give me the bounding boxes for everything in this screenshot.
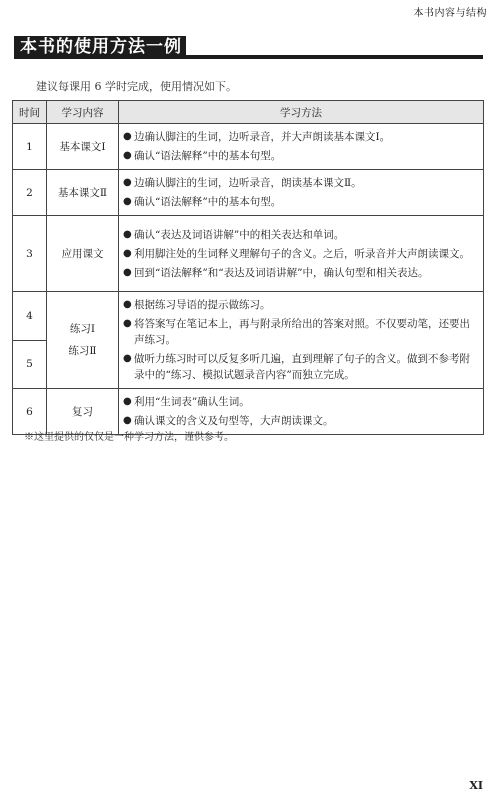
- row-methods: [119, 216, 484, 292]
- row-num: 4: [13, 292, 47, 341]
- bullet-icon: ●: [123, 353, 132, 364]
- row-methods: [119, 292, 484, 389]
- bullet-icon: ●: [123, 415, 132, 426]
- method-item: ● 边确认脚注的生词，边听录音，并大声朗读基本课文Ⅰ。: [123, 131, 391, 143]
- method-item: ● 确认课文的含义及句型等，大声朗读课文。: [123, 415, 334, 427]
- row-num: 3: [13, 216, 47, 292]
- method-item: ● 边确认脚注的生词，边听录音，朗读基本课文Ⅱ。: [123, 177, 362, 189]
- bullet-icon: ●: [123, 177, 132, 188]
- page-number: XI: [469, 779, 483, 792]
- header-content: 学习内容: [47, 101, 119, 124]
- bullet-icon: ●: [123, 318, 132, 329]
- header-time: 时间: [13, 101, 47, 124]
- footnote: ※这里提供的仅仅是一种学习方法，谨供参考。: [24, 432, 234, 443]
- bullet-icon: ●: [123, 196, 132, 207]
- method-item: ● 根据练习导语的提示做练习。: [123, 299, 271, 311]
- row-content: 复习: [47, 389, 119, 435]
- row-content: 基本课文Ⅱ: [47, 170, 119, 216]
- content-line: 练习Ⅱ: [68, 345, 97, 357]
- bullet-icon: ●: [123, 131, 132, 142]
- bullet-icon: ●: [123, 228, 132, 240]
- table-row: [13, 216, 484, 292]
- content-line: 练习Ⅰ: [69, 323, 96, 335]
- study-plan-table: [12, 100, 484, 435]
- table-row: [13, 292, 484, 341]
- bullet-icon: ●: [123, 247, 132, 259]
- bullet-icon: ●: [123, 150, 132, 161]
- row-num: 6: [13, 389, 47, 435]
- method-item: ● 将答案写在笔记本上，再与附录所给出的答案对照。不仅要动笔，还要出声练习。: [123, 318, 470, 346]
- method-item: ● 确认“语法解释”中的基本句型。: [123, 150, 282, 162]
- method-item: ● 做听力练习时可以反复多听几遍，直到理解了句子的含义。做到不参考附录中的“练习、模拟试题录音内容”而独立完成。: [123, 353, 470, 381]
- section-title: 本书的使用方法一例: [14, 36, 186, 59]
- bullet-icon: ●: [123, 299, 132, 310]
- method-item: ● 确认“语法解释”中的基本句型。: [123, 196, 282, 208]
- header-method: 学习方法: [119, 101, 484, 124]
- bullet-icon: ●: [123, 396, 132, 407]
- row-content: 基本课文Ⅰ: [47, 124, 119, 170]
- method-item: ● 利用脚注处的生词释义理解句子的含义。之后，听录音并大声朗读课文。: [123, 247, 470, 260]
- row-num: 1: [13, 124, 47, 170]
- method-item: ● 确认“表达及词语讲解”中的相关表达和单词。: [123, 228, 345, 241]
- table-row: [13, 124, 484, 170]
- row-num: 5: [13, 340, 47, 389]
- method-item: ● 回到“语法解释”和“表达及词语讲解”中，确认句型和相关表达。: [123, 266, 429, 279]
- chapter-header: 本书内容与结构: [413, 8, 487, 19]
- row-methods: [119, 170, 484, 216]
- row-methods: [119, 124, 484, 170]
- row-content: [47, 292, 119, 389]
- bullet-icon: ●: [123, 266, 132, 278]
- row-content: 应用课文: [47, 216, 119, 292]
- title-rule: [186, 55, 483, 59]
- table-header-row: [13, 101, 484, 124]
- row-num: 2: [13, 170, 47, 216]
- table-row: [13, 170, 484, 216]
- intro-text: 建议每课用 6 学时完成，使用情况如下。: [36, 80, 237, 93]
- method-item: ● 利用“生词表”确认生词。: [123, 396, 250, 408]
